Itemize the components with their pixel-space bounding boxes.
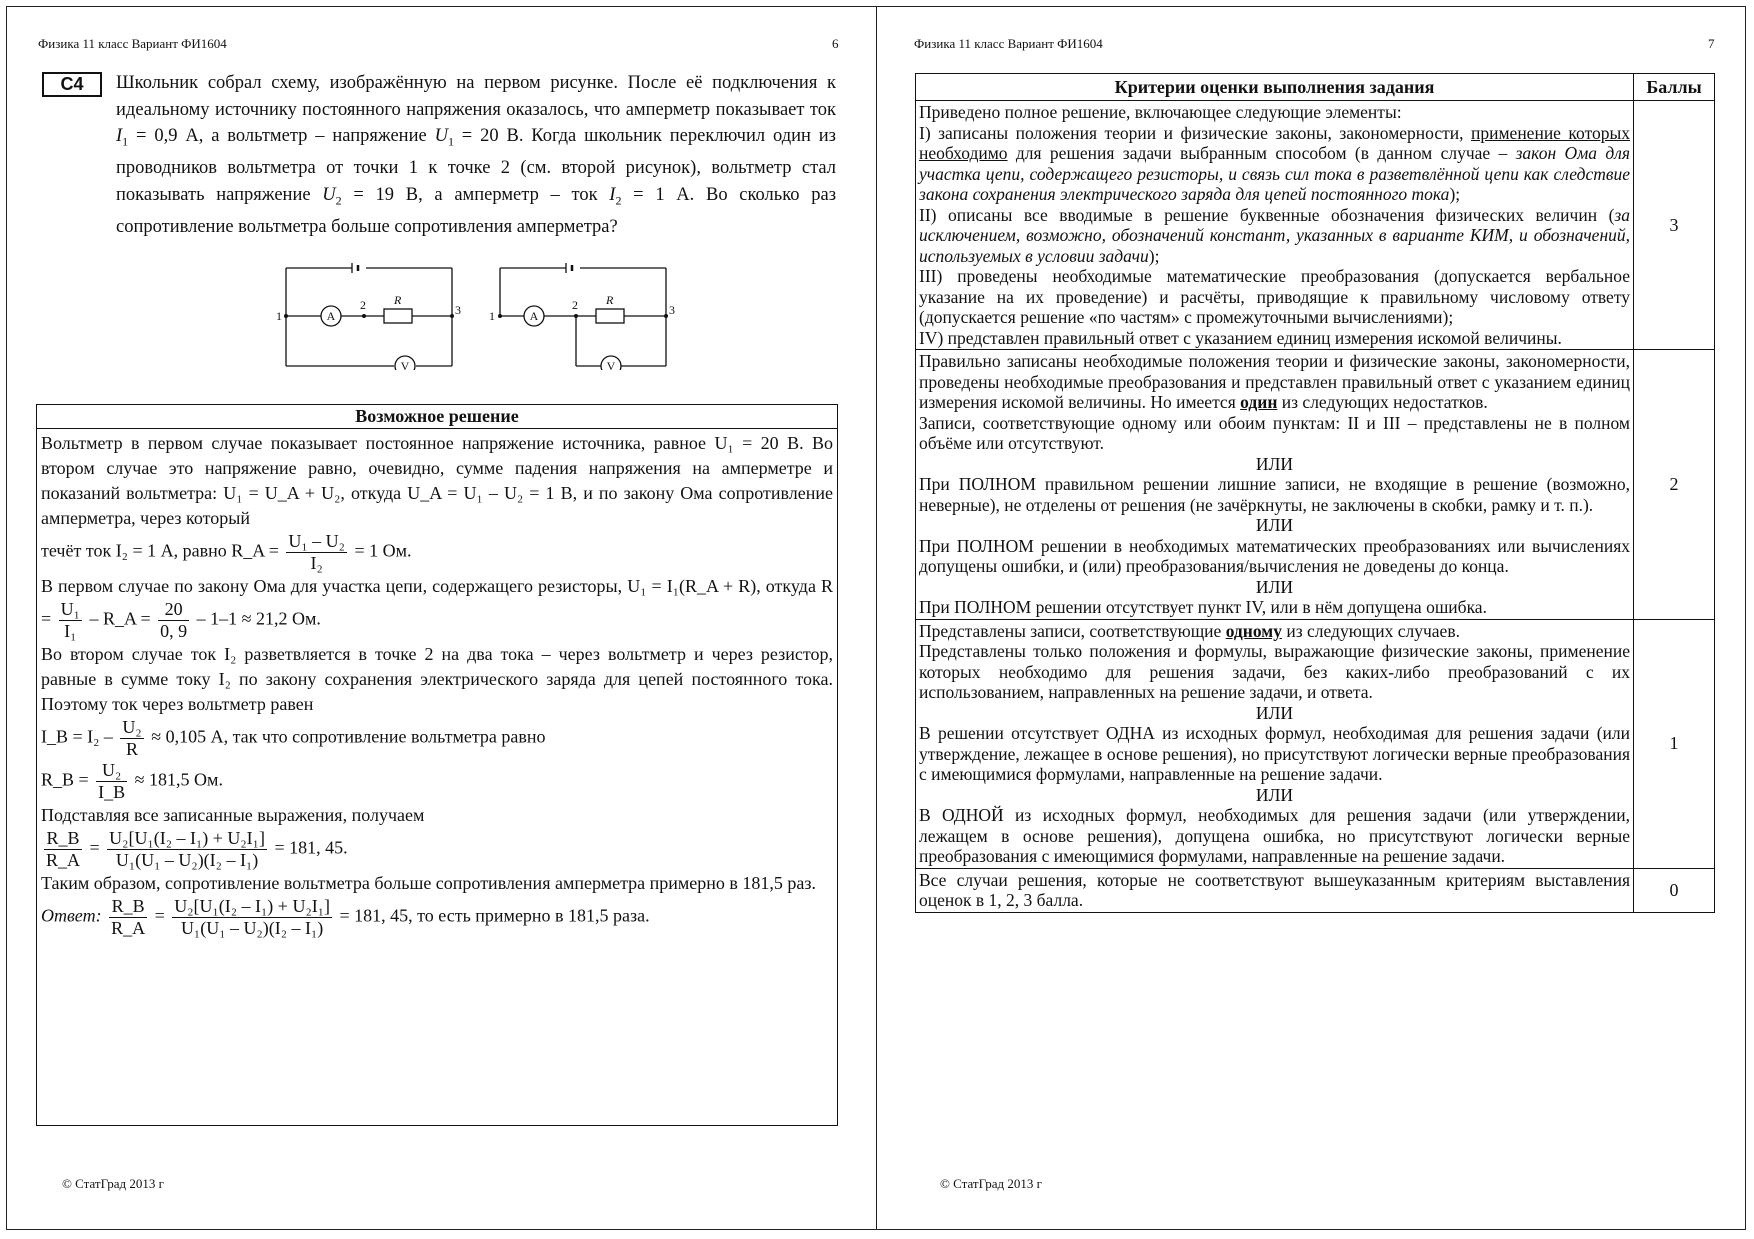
solution-heading: Возможное решение xyxy=(37,405,837,429)
circuit-diagram-1 xyxy=(276,262,466,370)
ammeter-label: A xyxy=(326,309,336,323)
solution-answer: Ответ: $\frac{R\_В}{R\_A}$ = $\frac{\text{U₂[U₁(I₂ – I₁) + U₂I₁]}}{\text{U₁(U₁ – U₂)(I₂ – I₁)}}$ = 181, 45, то есть примерно в 181,5 раза. xyxy=(41,896,650,938)
voltmeter-label: V xyxy=(606,359,616,370)
score-cell: 0 xyxy=(1634,868,1715,912)
node-2-label: 2 xyxy=(360,298,366,312)
solution-paragraph: Таким образом, сопротивление вольтметра больше сопротивления амперметра примерно в 181,5 раз. xyxy=(41,873,817,893)
table-row xyxy=(916,350,1715,620)
score-column-header: Баллы xyxy=(1634,74,1715,101)
page-header: Физика 11 класс Вариант ФИ1604 xyxy=(38,36,227,51)
solution-formula: В первом случае по закону Ома для участка цепи, содержащего резисторы, U₁ = I₁(R_A + R), откуда R = $\frac{\text{U₁}}{\text{I₁}}$ – R_A = $\frac{20}{0, 9}$ – 1–1 ≈ 21,2 Ом. xyxy=(41,576,833,641)
solution-formula: R_В = $\frac{\text{U₂}}{I\_В}$ ≈ 181,5 Ом. xyxy=(41,760,223,802)
page-number: 7 xyxy=(1708,36,1715,51)
criteria-column-header: Критерии оценки выполнения задания xyxy=(916,74,1634,101)
task-label: С4 xyxy=(42,72,102,97)
ammeter-label: A xyxy=(529,309,539,323)
solution-formula: течёт ток I₂ = 1 А, равно R_A = $\frac{\text{U₁ – U₂}}{\text{I₂}}$ = 1 Ом. xyxy=(41,531,412,573)
node-1-label: 1 xyxy=(489,309,495,323)
solution-paragraph: Вольтметр в первом случае показывает постоянное напряжение источника, равное U₁ = 20 В. Во втором случае это напряжение равно, очевидно, сумме падения напряжения на амперметре и показаний вольтметра: U₁ = U_A + U₂, откуда U_A = U₁ – U₂ = 1 В, и по закону Ома сопротивление амперметра, через который xyxy=(41,433,833,528)
solution-paragraph: Подставляя все записанные выражения, получаем xyxy=(41,805,425,825)
criteria-cell: Правильно записаны необходимые положения теории и физические законы, закономерности, проведены необходимые преобразования и представлен правильный ответ с указанием единиц измерения искомой величины. Но имеется один из следующих недостатков. Записи, соответствующие одному или обоим пунктам: II и III – представлены не в полном объёме или отсутствуют. ИЛИ При ПОЛНОМ правильном решении лишние записи, не входящие в решение (возможно, неверные), не отделены от решения (не зачёркнуты, не заключены в скобки, рамку и т. п.). ИЛИ При ПОЛНОМ решении в необходимых математических преобразованиях или вычислениях допущены ошибки, и (или) преобразования/вычисления не доведены до конца. ИЛИ При ПОЛНОМ решении отсутствует пункт IV, или в нём допущена ошибка. xyxy=(916,350,1634,620)
resistor-label: R xyxy=(606,293,614,307)
page-footer: © СтатГрад 2013 г xyxy=(940,1176,1042,1191)
solution-box xyxy=(36,404,838,1126)
solution-formula: I_В = I₂ – $\frac{\text{U₂}}{R}$ ≈ 0,105 А, так что сопротивление вольтметра равно xyxy=(41,717,546,759)
circuit-diagram-2 xyxy=(488,262,678,370)
score-cell: 2 xyxy=(1634,350,1715,620)
criteria-cell: Все случаи решения, которые не соответствуют вышеуказанным критериям выставления оценок в 1, 2, 3 балла. xyxy=(916,868,1634,912)
node-1-label: 1 xyxy=(276,309,282,323)
criteria-cell: Представлены записи, соответствующие одному из следующих случаев. Представлены только положения и формулы, выражающие физические законы, применение которых необходимо для решения задачи, без каких-либо преобразований с их использованием, направленных на решение задачи, и ответа. ИЛИ В решении отсутствует ОДНА из исходных формул, необходимая для решения задачи (или утверждение, лежащее в основе решения), но присутствуют логически верные преобразования с имеющимися формулами, направленные на решение задачи. ИЛИ В ОДНОЙ из исходных формул, необходимых для решения задачи (или утверждении, лежащем в основе решения), допущена ошибка, но присутствуют логически верные преобразования с имеющимися формулами, направленные на решение задачи. xyxy=(916,619,1634,868)
page-footer: © СтатГрад 2013 г xyxy=(62,1176,164,1191)
node-2-label: 2 xyxy=(572,298,578,312)
table-header-row xyxy=(916,74,1715,101)
table-row xyxy=(916,619,1715,868)
score-cell: 3 xyxy=(1634,101,1715,350)
criteria-cell: Приведено полное решение, включающее следующие элементы: I) записаны положения теории и физические законы, закономерности, применение которых необходимо для решения задачи выбранным способом (в данном случае – закон Ома для участка цепи, содержащего резисторы, и связь сил тока в разветвлённой цепи как следствие закона сохранения электрического заряда для цепей постоянного тока); II) описаны все вводимые в решение буквенные обозначения физических величин (за исключением, возможно, обозначений констант, указанных в варианте КИМ, и обозначений, используемых в условии задачи); III) проведены необходимые математические преобразования (допускается вербальное указание на их проведение) и расчёты, приводящие к правильному числовому ответу (допускается решение «по частям» с промежуточными вычислениями); IV) представлен правильный ответ с указанием единиц измерения искомой величины. xyxy=(916,101,1634,350)
solution-formula: $\frac{R\_В}{R\_A}$ = $\frac{\text{U₂[U₁(I₂ – I₁) + U₂I₁]}}{\text{U₁(U₁ – U₂)(I₂ – I₁)}}$ = 181, 45. xyxy=(46,828,348,870)
page-header: Физика 11 класс Вариант ФИ1604 xyxy=(914,36,1103,51)
score-cell: 1 xyxy=(1634,619,1715,868)
problem-text: Школьник собрал схему, изображённую на первом рисунке. После её подключения к идеальному источнику постоянного напряжения оказалось, что амперметр показывает ток $I_1 = 0,9$ А, а вольтметр – напряжение $U_1 = 20$ В. Когда школьник переключил один из проводников вольтметра от точки 1 к точке 2 (см. второй рисунок), вольтметр стал показывать напряжение $U_2 = 19$ В, а амперметр – ток $I_2 = 1$ А. Во сколько раз сопротивление вольтметра больше сопротивления амперметра? xyxy=(116,73,837,237)
resistor-label: R xyxy=(394,293,402,307)
solution-paragraph: Во втором случае ток I₂ разветвляется в точке 2 на два тока – через вольтметр и через резистор, равные в сумме току I₂ по закону сохранения электрического заряда для цепей постоянного тока. Поэтому ток через вольтметр равен xyxy=(41,644,833,714)
voltmeter-label: V xyxy=(400,359,410,370)
page-number: 6 xyxy=(832,36,839,51)
node-3-label: 3 xyxy=(669,303,675,317)
node-3-label: 3 xyxy=(455,303,461,317)
criteria-table xyxy=(915,73,1715,913)
table-row xyxy=(916,101,1715,350)
table-row xyxy=(916,868,1715,912)
